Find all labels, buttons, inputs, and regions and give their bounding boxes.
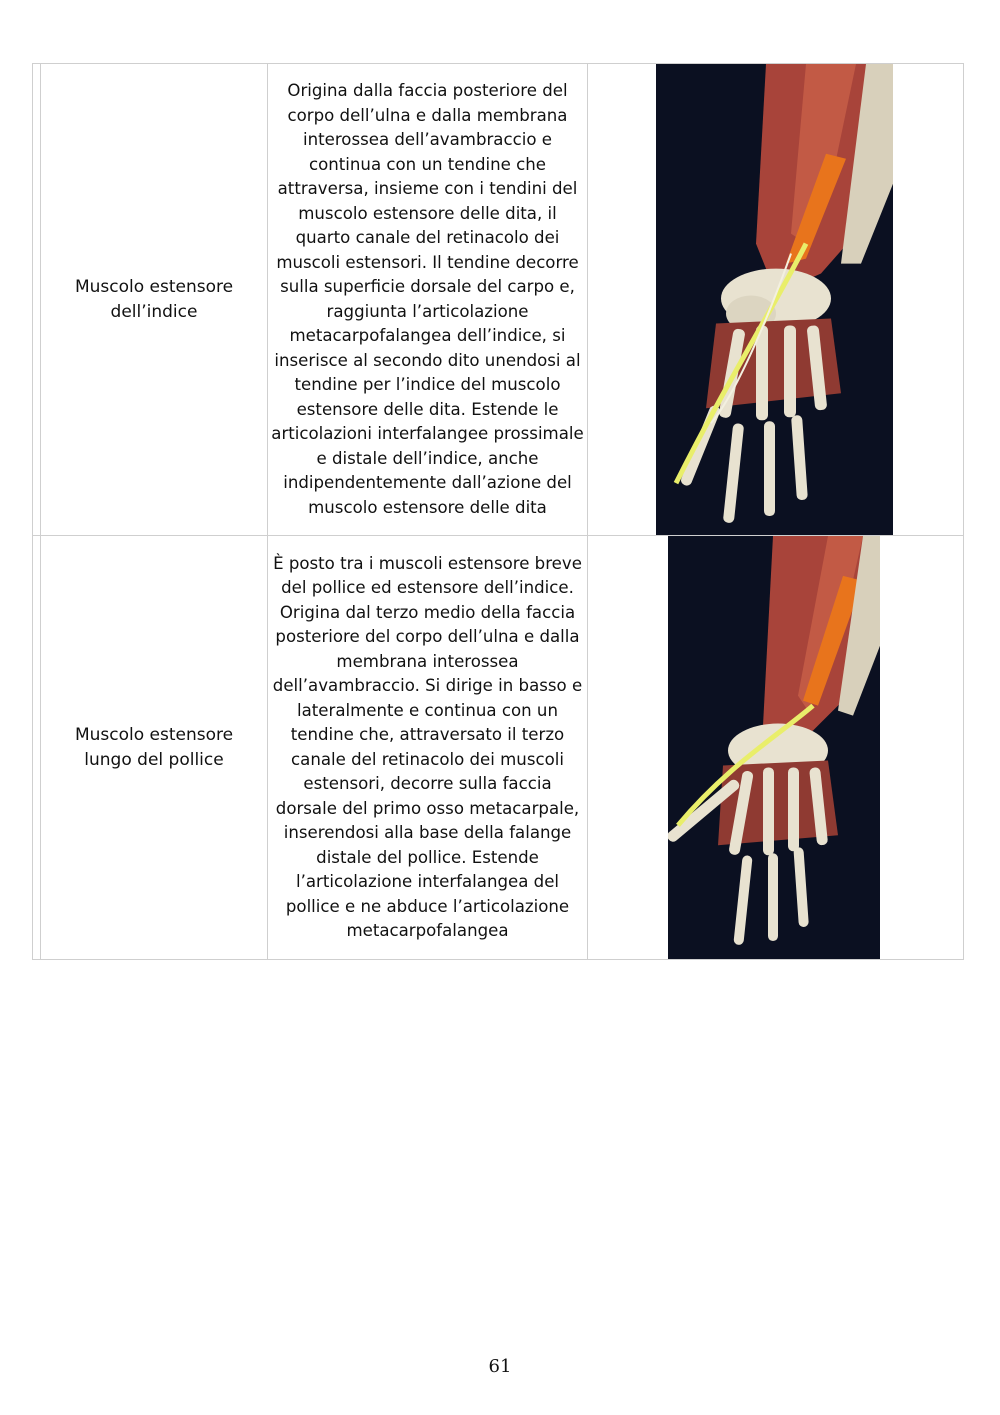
table-row <box>33 536 964 960</box>
muscle-description: Origina dalla faccia posteriore del corpo dell’ulna e dalla membrana interossea dell’avambraccio e continua con un tendine che attraversa, insieme con i tendini del muscolo estensore delle dita, il quarto canale del retinacolo dei muscoli estensori. Il tendine decorre sulla superficie dorsale del carpo e, raggiunta l’articolazione metacarpofalangea dell’indice, si inserisce al secondo dito unendosi al tendine per l’indice del muscolo estensore delle dita. Estende le articolazioni interfalangee prossimale e distale dell’indice, anche indipendentemente dall’azione del muscolo estensore delle dita <box>271 81 584 517</box>
muscle-description: È posto tra i muscoli estensore breve del pollice ed estensore dell’indice. Origina dal terzo medio della faccia posteriore del corpo dell’ulna e dalla membrana interossea dell’avambraccio. Si dirige in basso e lateralmente e continua con un tendine che, attraversato il terzo canale del retinacolo dei muscoli estensori, decorre sulla faccia dorsale del primo osso metacarpale, inserendosi alla base della falange distale del pollice. Estende l’articolazione interfalangea del pollice e ne abduce l’articolazione metacarpofalangea <box>272 553 583 940</box>
anatomy-image-cell <box>588 64 964 536</box>
anatomy-image-cell <box>588 536 964 960</box>
extensor-indicis-illustration <box>656 64 893 535</box>
hand-anatomy-svg <box>656 64 893 535</box>
muscle-table <box>32 63 964 960</box>
extensor-pollicis-longus-illustration <box>668 536 880 959</box>
hand-anatomy-svg <box>668 536 880 959</box>
page-number: 61 <box>488 1356 512 1377</box>
muscle-description-cell <box>268 536 588 960</box>
muscle-name-cell <box>41 536 268 960</box>
table-row <box>33 64 964 536</box>
muscle-name-cell <box>41 64 268 536</box>
row-margin-cell <box>33 64 41 536</box>
muscle-description-cell <box>268 64 588 536</box>
muscle-name: Muscolo estensore dell’indice <box>74 277 234 322</box>
row-margin-cell <box>33 536 41 960</box>
muscle-name: Muscolo estensore lungo del pollice <box>74 725 234 770</box>
